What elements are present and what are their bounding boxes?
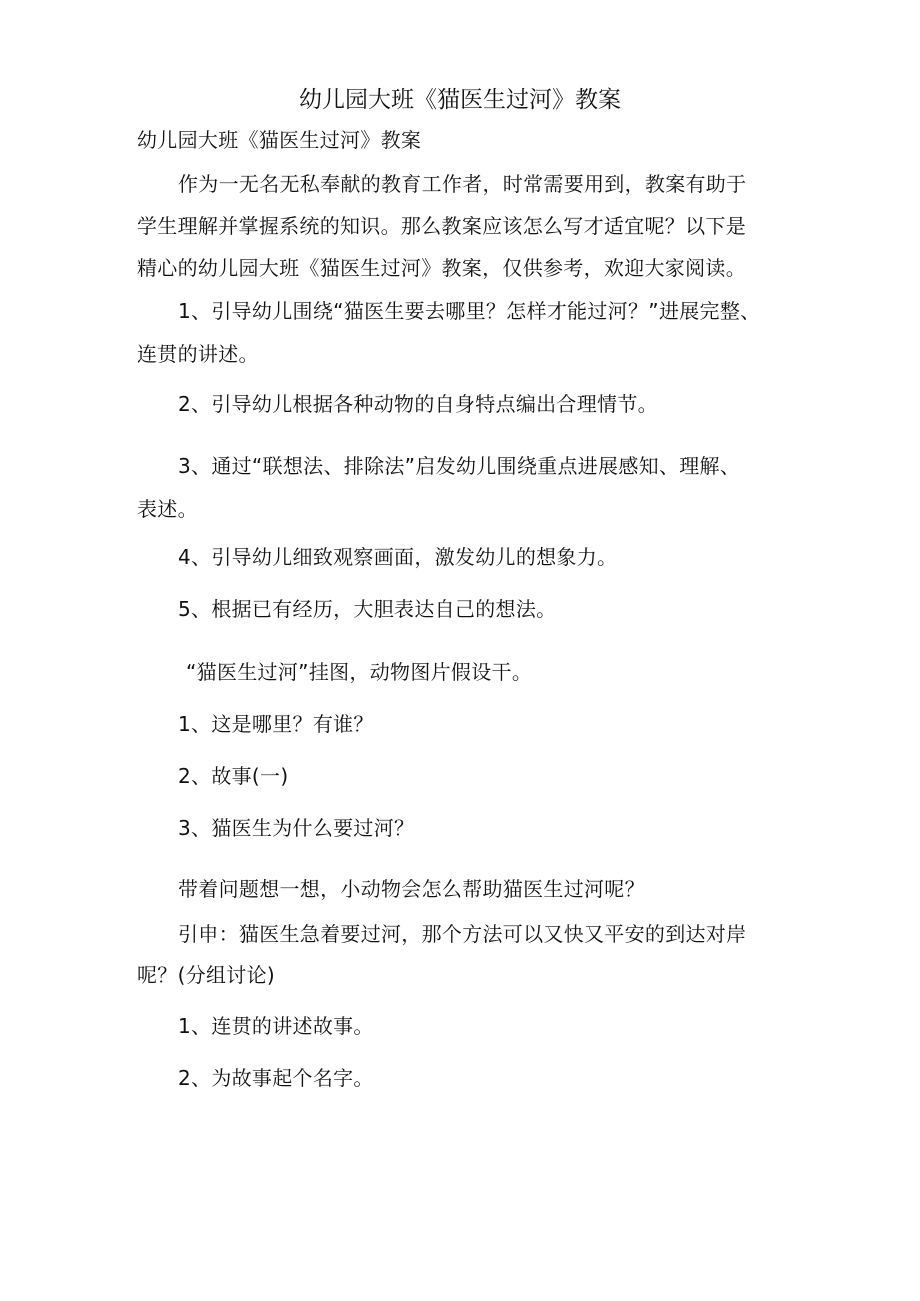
- process-2: 2、故事(一): [178, 764, 289, 788]
- extension-line-1: 引申：猫医生急着要过河，那个方法可以又快又平安的到达对岸: [178, 922, 747, 946]
- goal-3-line-2: 表述。: [137, 497, 198, 521]
- materials-line: “猫医生过河”挂图，动物图片假设干。: [186, 660, 533, 684]
- goal-1-line-1: 1、引导幼儿围绕“猫医生要去哪里？怎样才能过河？”进展完整、: [178, 299, 761, 323]
- goal-5: 5、根据已有经历，大胆表达自己的想法。: [178, 597, 557, 621]
- goal-2: 2、引导幼儿根据各种动物的自身特点编出合理情节。: [178, 392, 658, 416]
- question-line: 带着问题想一想，小动物会怎么帮助猫医生过河呢？: [178, 877, 645, 901]
- document-title: 幼儿园大班《猫医生过河》教案: [299, 87, 621, 113]
- goal-1-line-2: 连贯的讲述。: [137, 342, 259, 366]
- process-3: 3、猫医生为什么要过河？: [178, 816, 415, 840]
- extension-line-2: 呢？(分组讨论): [137, 963, 276, 987]
- goal-3-line-1: 3、通过“联想法、排除法”启发幼儿围绕重点进展感知、理解、: [178, 454, 741, 478]
- goal-4: 4、引导幼儿细致观察画面，激发幼儿的想象力。: [178, 545, 618, 569]
- activity-2: 2、为故事起个名字。: [178, 1066, 374, 1090]
- intro-line-3: 精心的幼儿园大班《猫医生过河》教案，仅供参考，欢迎大家阅读。: [137, 256, 746, 280]
- subtitle-line: 幼儿园大班《猫医生过河》教案: [137, 128, 422, 152]
- intro-line-1: 作为一无名无私奉献的教育工作者，时常需要用到，教案有助于: [178, 172, 747, 196]
- activity-1: 1、连贯的讲述故事。: [178, 1014, 374, 1038]
- intro-line-2: 学生理解并掌握系统的知识。那么教案应该怎么写才适宜呢？以下是: [137, 214, 746, 238]
- process-1: 1、这是哪里？有谁？: [178, 712, 374, 736]
